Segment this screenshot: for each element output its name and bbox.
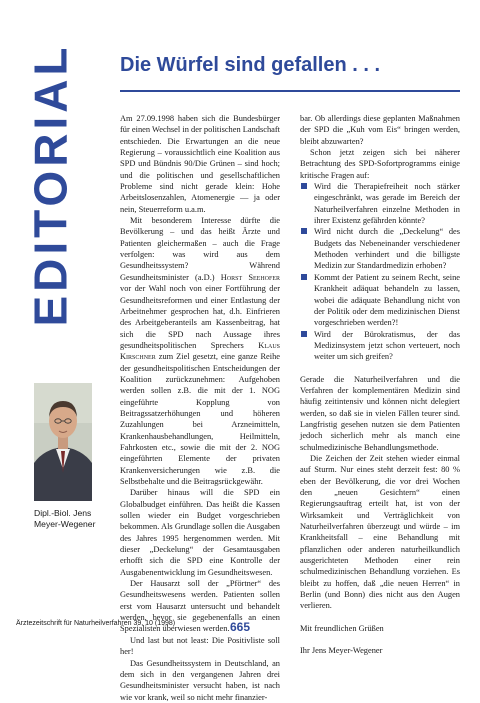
paragraph: Schon jetzt zeigen sich bei näherer Betrachtung des SPD-Sofortprogramms einige kritische Fragen auf: xyxy=(300,148,460,180)
square-bullet-icon xyxy=(301,183,307,189)
person-name: Horst Seehofer xyxy=(220,272,280,282)
square-bullet-icon xyxy=(301,331,307,337)
paragraph: Der Hausarzt soll der „Pförtner“ des Gesundheitswesens werden. Patienten sollen erst vom Hausarzt untersucht und behandelt werden, bevor sie gegebenenfalls an einen Spezialisten überwiesen werden. xyxy=(120,579,280,634)
square-bullet-icon xyxy=(301,274,307,280)
article-column-right xyxy=(300,113,460,656)
article-column-left xyxy=(120,113,280,703)
paragraph: Mit besonderem Interesse dürfte die Bevölkerung – und das heißt Ärzte und Patienten gleichermaßen – auch die Frage verfolgen: was wird aus dem Gesundheitssystem? Während Gesundheitsminister (a.D.) Horst Seehofer vor der Wahl noch von einer Fortführung der Gesundheitsreformen und einer Entlastung der Arbeitnehmer gesprochen hat, d.h. Einfrieren des Arbeitgeberanteils am Kassenbeitrag, hat sich die SPD nach Aussage ihres gesundheitspolitischen Sprechers Klaus Kirschner zum Ziel gesetzt, eine ganze Reihe der gesundheitspolitischen Entscheidungen der Koalition zurückzunehmen: Aufgehoben werden sollen z.B. die mit der 1. NOG eingeführte Kopplung von Beitragssatzerhöhungen und höheren Zuzahlungen bei Arzneimitteln, Krankenhausbehandlungen, Heilmitteln, Fahrkosten etc., sowie die mit der 2. NOG eingeführten Elemente der privaten Krankenversicherungen wie z.B. die Selbstbehalte und die Beitragsrückgewähr. xyxy=(120,216,280,486)
signature: Ihr Jens Meyer-Wegener xyxy=(300,646,383,656)
article-title: Die Würfel sind gefallen . . . xyxy=(120,54,381,76)
paragraph: Und last but not least: Die Positivliste soll her! xyxy=(120,635,280,657)
paragraph: Am 27.09.1998 haben sich die Bundesbürger für einen Wechsel in der politischen Landschaft entschieden. Die Erwartungen an die neue Regierung – voraussichtlich eine Koalition aus SPD und Bündnis 90/Die Grünen – sind hoch; und die politischen und gesellschaftlichen Probleme sind nicht gerade klein: Hohe Arbeitslosenzahlen, Atomenergie — ja oder nein, Steuerreform u.a.m. xyxy=(120,114,280,214)
person-name: Klaus Kirschner xyxy=(120,340,280,362)
question-list xyxy=(300,181,460,363)
closing-greeting: Mit freundlichen Grüßen xyxy=(300,623,384,633)
paragraph: Darüber hinaus will die SPD ein Globalbudget einführen. Das heißt die Kassen sollen wieder ein Budget vorgeschrieben bekommen. Als Grundlage sollen die Ausgaben des Jahres 1995 hergenommen werden. Mit dieser „Deckelung“ der Gesamtausgaben erhofft sich die SPD eine Kontrolle der Ausgabenentwicklung im Gesundheitswesen. xyxy=(120,488,280,577)
list-item: Wird die Therapiefreiheit noch stärker eingeschränkt, was gerade im Bereich der Naturheilverfahren einzelne Methoden in ihrer Existenz gefährden könnte? xyxy=(300,181,460,226)
page-number: 665 xyxy=(230,620,251,634)
square-bullet-icon xyxy=(301,228,307,234)
section-label xyxy=(16,43,86,327)
journal-citation: Ärztezeitschrift für Naturheilverfahren 39, 10 (1998) xyxy=(16,620,176,627)
title-rule xyxy=(120,90,460,92)
paragraph: Das Gesundheitssystem in Deutschland, an dem sich in den vergangenen Jahren drei Gesundheitsminister versucht haben, ist nach wie vor krank, weil so nicht mehr finanzier- xyxy=(120,658,280,702)
section-label-text: EDITORIAL xyxy=(25,43,77,327)
photo-caption: Dipl.-Biol. Jens Meyer-Wegener xyxy=(34,508,96,529)
list-item: Wird nicht durch die „Deckelung“ des Budgets das Nebeneinander verschiedener Methoden verhindert und die billigste Medizin zur Standardmedizin erhoben? xyxy=(300,226,460,271)
list-item: Wird der Bürokratismus, der das Medizinsystem jetzt schon verteuert, noch weiter um sich greifen? xyxy=(300,329,460,363)
list-item: Kommt der Patient zu seinem Recht, seine Krankheit adäquat behandeln zu lassen, wobei die adäquate Behandlung nicht von der Politik oder dem medizinischen Dienst vorgeschrieben werden?! xyxy=(300,272,460,329)
author-photo xyxy=(34,383,92,501)
paragraph: bar. Ob allerdings diese geplanten Maßnahmen der SPD die „Kuh vom Eis“ bringen werden, bleibt abzuwarten? xyxy=(300,114,460,146)
paragraph: Die Zeichen der Zeit stehen wieder einmal auf Sturm. Nur eines steht derzeit fest: 80 % eben der Bevölkerung, die vor drei Wochen den „neuen Gesichtern“ einen Regierungsauftrag erteilt hat, ist von der Wirksamkeit und Verträglichkeit von Naturheilverfahren überzeugt und würde – im Krankheitsfall – eine Behandlung mit pflanzlichen oder anderen naturheilkundlich ausgerichteten Methoden einer rein schulmedizinischen Behandlung vorziehen. Es bleibt zu hoffen, daß „die neuen Herren“ in Berlin (und Bonn) dies nicht aus den Augen verlieren. xyxy=(300,453,460,611)
paragraph: Gerade die Naturheilverfahren und die Verfahren der komplementären Medizin sind häufig zeitintensiv und können nicht delegiert werden, so daß sie in vielen Fällen teurer sind. Langfristig gesehen nutzen sie dem Patienten jedoch sicherlich mehr als manch eine schulmedizinische Behandlungsmethode. xyxy=(300,374,460,452)
